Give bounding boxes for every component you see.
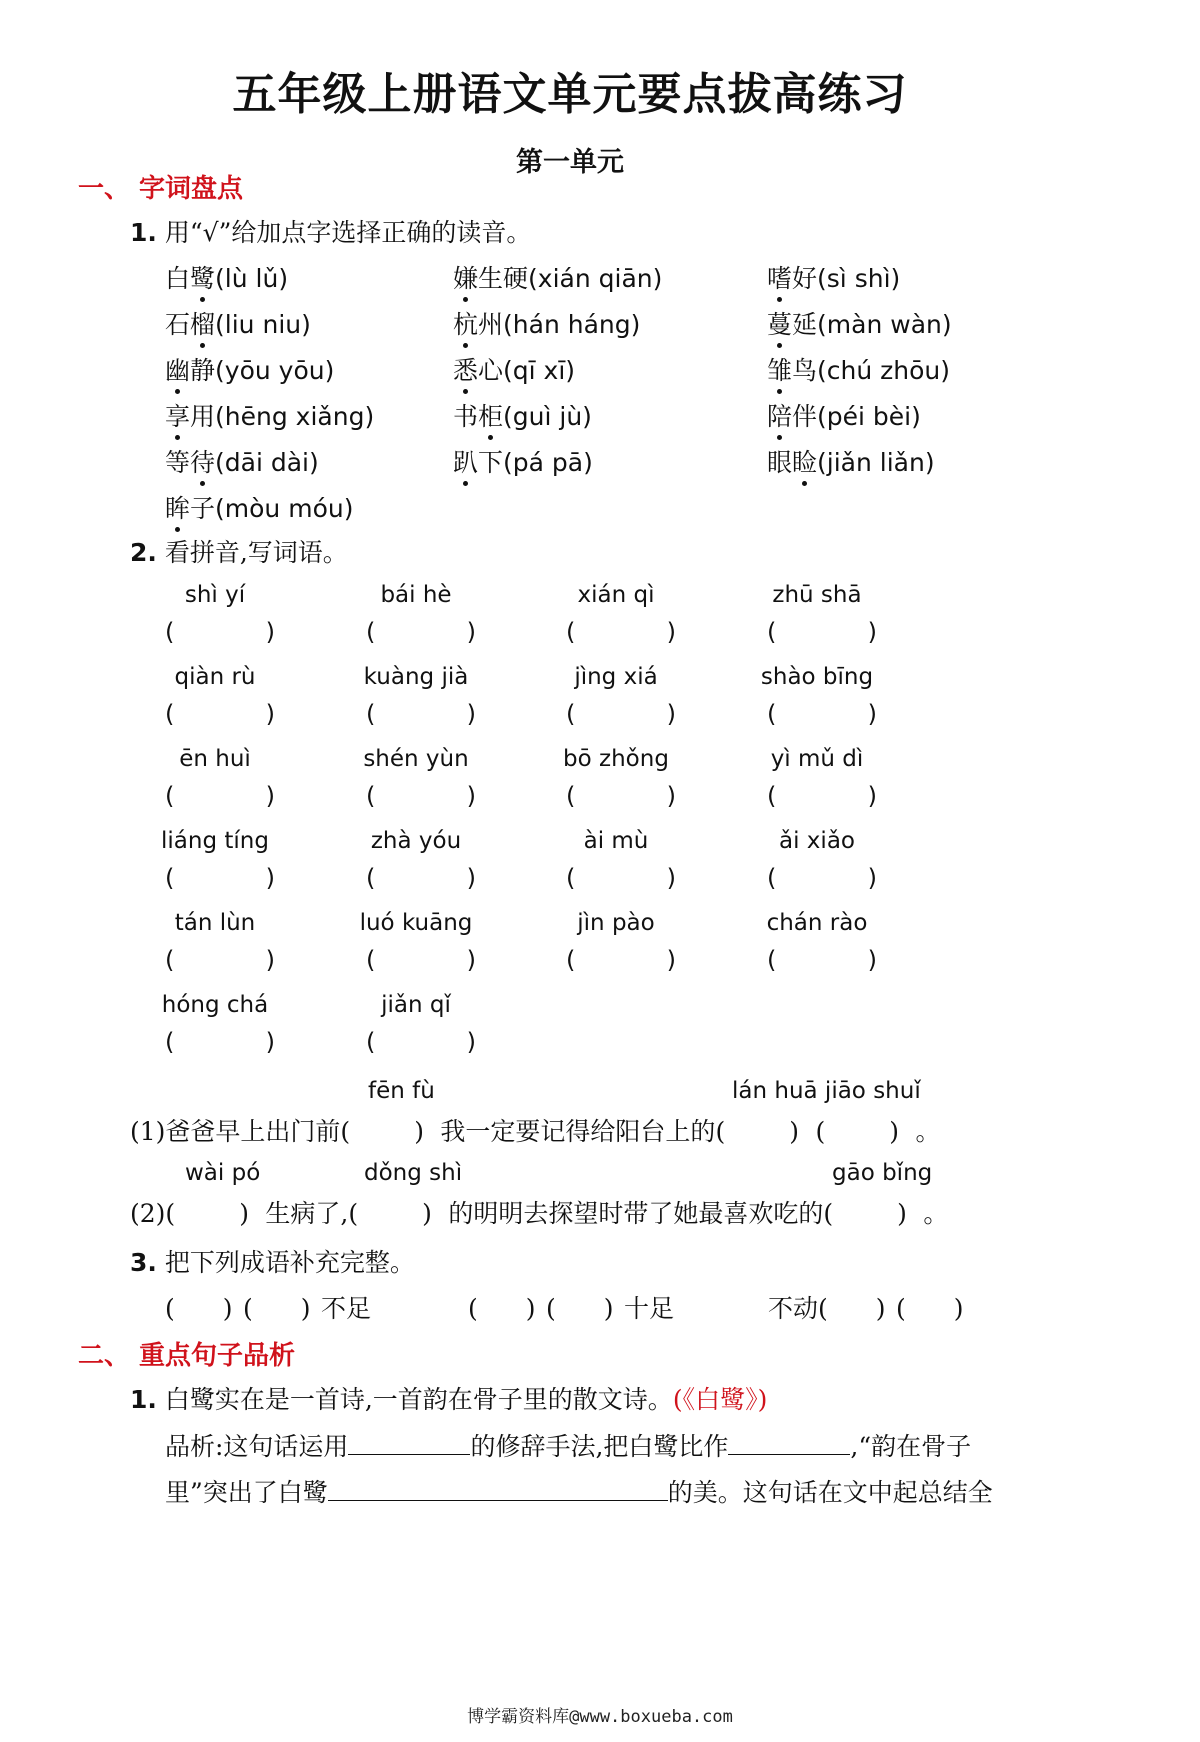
word-char: 杭 [453,310,479,339]
pinyin-options[interactable]: (jiǎn liǎn) [817,448,935,477]
close-paren: ) [265,946,275,974]
open-paren: ( [366,700,376,728]
paren-blank[interactable]: ( ) [815,1117,899,1146]
sentence-text: 的明明去探望时带了她最喜欢吃的 [448,1199,824,1228]
close-paren: ) [265,700,275,728]
pinyin-options[interactable]: (sì shì) [817,264,901,293]
word-char: 嫌 [453,264,479,293]
close-paren: ) [466,700,476,728]
word-char: 子 [190,494,216,523]
paren-blank[interactable]: ( ) [715,1117,799,1146]
word-char: 静 [190,356,216,385]
paren-blank[interactable]: ( ) [243,1294,311,1323]
question-text: 看拼音,写词语。 [164,538,348,567]
pinyin-prompt: luó kuāng [359,910,473,936]
fill-sentence-2 [130,1194,948,1230]
close-paren: ) [466,782,476,810]
paren-blank[interactable]: ( ) [546,1294,614,1323]
section-heading-words: 一、 字词盘点 [78,174,244,204]
sentence-text: 我一定要记得给阳台上的 [440,1117,716,1146]
open-paren: ( [566,700,576,728]
pinyin-options[interactable]: (hán háng) [503,310,641,339]
pronunciation-item [767,443,935,479]
source-citation: (《白鹭》) [672,1385,768,1414]
word-char: 等 [165,448,191,477]
pinyin-prompt: ài mù [583,828,649,854]
pinyin-prompt: kuàng jià [363,664,469,690]
analysis-text: 的美。这句话在文中起总结全 [667,1478,993,1507]
section-heading-sentences: 二、 重点句子品析 [78,1341,296,1371]
pronunciation-item [767,397,921,433]
pronunciation-item [165,397,374,433]
close-paren: ) [466,864,476,892]
word-char: 石 [165,310,191,339]
idiom-3 [768,1289,974,1325]
pronunciation-item [453,351,575,387]
question-text: 白鹭实在是一首诗,一首韵在骨子里的散文诗。 [164,1385,673,1414]
close-paren: ) [265,782,275,810]
pinyin-hint: fēn fù [368,1078,435,1104]
close-paren: ) [265,864,275,892]
pinyin-prompt: ǎi xiǎo [779,828,855,854]
pinyin-prompt: jìn pào [577,910,655,936]
question-text: 用“√”给加点字选择正确的读音。 [164,218,532,247]
word-char: 鸟 [792,356,818,385]
word-char: 州 [478,310,504,339]
page-title: 五年级上册语文单元要点拔高练习 [232,69,908,120]
pronunciation-item [453,397,592,433]
pinyin-hint: wài pó [185,1160,261,1186]
open-paren: ( [366,946,376,974]
word-char: 下 [478,448,504,477]
word-char: 生硬 [478,264,529,293]
pronunciation-item [453,259,662,295]
analysis-text: 品析:这句话运用 [165,1432,349,1461]
sentence-text: (1)爸爸早上出门前 [130,1117,341,1146]
pronunciation-item [767,305,952,341]
pinyin-prompt: zhū shā [772,582,862,608]
pinyin-prompt: liáng tíng [161,828,269,854]
open-paren: ( [165,864,175,892]
word-char: 伴 [792,402,818,431]
word-char: 眼 [767,448,793,477]
question-number: 2. [130,538,157,567]
analysis-question-1 [130,1380,767,1416]
open-paren: ( [165,782,175,810]
word-char: 雏 [767,356,793,385]
close-paren: ) [666,864,676,892]
word-char: 柜 [478,402,504,431]
close-paren: ) [867,700,877,728]
analysis-text: 里”突出了白鹭 [165,1478,328,1507]
sentence-text: (2) [130,1199,166,1228]
pinyin-options[interactable]: (pá pā) [503,448,593,477]
pinyin-options[interactable]: (hēng xiǎng) [215,402,375,431]
word-char: 幽 [165,356,191,385]
paren-blank[interactable]: ( ) [340,1117,424,1146]
answer-blank[interactable] [728,1428,850,1455]
question-number: 1. [130,1385,157,1414]
pinyin-prompt: yì mǔ dì [770,746,864,772]
pinyin-hint: dǒng shì [364,1160,463,1186]
pinyin-options[interactable]: (màn wàn) [817,310,952,339]
analysis-text: 的修辞手法,把白鹭比作 [470,1432,729,1461]
word-char: 好 [792,264,818,293]
pronunciation-item [165,305,311,341]
pinyin-options[interactable]: (yōu yōu) [215,356,335,385]
paren-blank[interactable]: ( ) [896,1294,964,1323]
unit-subtitle: 第一单元 [516,147,624,178]
question-3-prompt [130,1243,415,1279]
word-char: 趴 [453,448,479,477]
close-paren: ) [466,1028,476,1056]
pinyin-prompt: shén yùn [363,746,469,772]
close-paren: ) [666,782,676,810]
open-paren: ( [366,1028,376,1056]
question-number: 1. [130,218,157,247]
open-paren: ( [566,618,576,646]
open-paren: ( [767,782,777,810]
word-char: 鹭 [190,264,216,293]
paren-blank[interactable]: ( ) [818,1294,886,1323]
analysis-line-1 [165,1427,971,1463]
paren-blank[interactable]: ( ) [165,1199,249,1228]
idiom-2 [468,1289,674,1325]
word-char: 嗜 [767,264,793,293]
idiom-fixed-text: 不动 [768,1294,819,1323]
pinyin-prompt: jìng xiá [574,664,658,690]
open-paren: ( [566,782,576,810]
pinyin-options[interactable]: (liu niu) [215,310,311,339]
pronunciation-item [165,351,334,387]
open-paren: ( [165,618,175,646]
pronunciation-item [453,443,593,479]
pinyin-prompt: bō zhǒng [563,746,669,772]
word-char: 眸 [165,494,191,523]
close-paren: ) [666,946,676,974]
word-char: 享 [165,402,191,431]
close-paren: ) [867,946,877,974]
pronunciation-item [767,259,900,295]
close-paren: ) [867,782,877,810]
close-paren: ) [867,618,877,646]
paren-blank[interactable]: ( ) [468,1294,536,1323]
pinyin-hint: lán huā jiāo shuǐ [732,1078,921,1104]
pinyin-prompt: tán lùn [174,910,256,936]
answer-blank[interactable] [328,1474,668,1501]
pinyin-options[interactable]: (dāi dài) [215,448,319,477]
word-char: 陪 [767,402,793,431]
pronunciation-item [165,443,319,479]
pronunciation-item [165,489,353,525]
word-char: 延 [792,310,818,339]
pronunciation-item [453,305,640,341]
open-paren: ( [366,782,376,810]
pinyin-options[interactable]: (mòu móu) [215,494,354,523]
open-paren: ( [566,864,576,892]
idiom-1 [165,1289,371,1325]
pinyin-prompt: qiàn rù [174,664,256,690]
question-number: 3. [130,1248,157,1277]
close-paren: ) [867,864,877,892]
close-paren: ) [466,946,476,974]
pinyin-prompt: xián qì [577,582,655,608]
open-paren: ( [165,946,175,974]
idiom-fixed-text: 十足 [624,1294,675,1323]
pinyin-prompt: bái hè [380,582,452,608]
paren-blank[interactable]: ( ) [348,1199,432,1228]
paren-blank[interactable]: ( ) [823,1199,907,1228]
pinyin-options[interactable]: (qī xī) [503,356,576,385]
fill-sentence-1 [130,1112,940,1148]
analysis-text: ,“韵在骨子 [850,1432,972,1461]
pinyin-prompt: zhà yóu [370,828,462,854]
pinyin-prompt: shì yí [184,582,246,608]
pinyin-prompt: chán rào [766,910,868,936]
open-paren: ( [165,1028,175,1056]
open-paren: ( [767,946,777,974]
word-char: 待 [190,448,216,477]
question-text: 把下列成语补充完整。 [164,1248,415,1277]
pinyin-prompt: shào bīng [760,664,874,690]
open-paren: ( [566,946,576,974]
word-char: 用 [190,402,216,431]
paren-blank[interactable]: ( ) [165,1294,233,1323]
open-paren: ( [366,618,376,646]
open-paren: ( [767,700,777,728]
idiom-fixed-text: 不足 [321,1294,372,1323]
pinyin-prompt: jiǎn qǐ [381,992,451,1018]
pinyin-options[interactable]: (guì jù) [503,402,592,431]
close-paren: ) [666,700,676,728]
close-paren: ) [466,618,476,646]
word-char: 蔓 [767,310,793,339]
sentence-end: 。 [923,1199,949,1228]
word-char: 心 [478,356,504,385]
word-char: 睑 [792,448,818,477]
pinyin-hint: gāo bǐng [832,1160,933,1186]
pinyin-options[interactable]: (chú zhōu) [817,356,951,385]
pinyin-prompt: hóng chá [161,992,269,1018]
word-char: 悉 [453,356,479,385]
open-paren: ( [767,864,777,892]
close-paren: ) [265,618,275,646]
pronunciation-item [165,259,288,295]
word-char: 书 [453,402,479,431]
open-paren: ( [165,700,175,728]
open-paren: ( [366,864,376,892]
question-1-prompt [130,213,531,249]
word-char: 白 [165,264,191,293]
word-char: 榴 [190,310,216,339]
pinyin-options[interactable]: (péi bèi) [817,402,921,431]
answer-blank[interactable] [348,1428,470,1455]
pinyin-options[interactable]: (xián qiān) [528,264,663,293]
pinyin-prompt: ēn huì [179,746,251,772]
question-2-prompt [130,533,348,569]
pinyin-options[interactable]: (lù lǔ) [215,264,289,293]
close-paren: ) [666,618,676,646]
sentence-text: 生病了, [265,1199,349,1228]
open-paren: ( [767,618,777,646]
close-paren: ) [265,1028,275,1056]
analysis-line-2 [165,1473,993,1509]
pronunciation-item [767,351,950,387]
sentence-end: 。 [915,1117,941,1146]
footer-watermark: 博学霸资料库@www.boxueba.com [467,1707,733,1727]
